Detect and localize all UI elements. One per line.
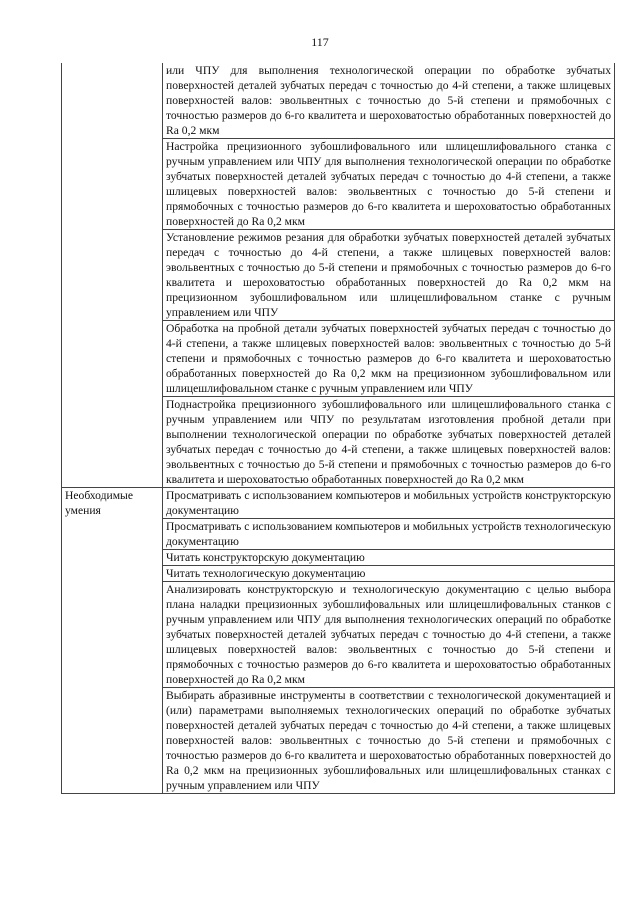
table-cell: Обработка на пробной детали зубчатых поверхностей зубчатых передач с точностью до 4-й степени, а также шлицевых поверхностей валов: эвольвентных с точностью до 5-й степени и прямобочных с точностью размеров до 6-го квалитета и шероховатостью обработанных поверхностей до Ra 0,2 мкм на прецизионном зубошлифовальном или шлицешлифовальном станке с ручным управлением или ЧПУ: [163, 321, 615, 397]
table-cell: Выбирать абразивные инструменты в соответствии с технологической документацией и (или) параметрами выполняемых технологических операций по обработке зубчатых поверхностей деталей зубчатых передач с точностью до 4-й степени, а также шлицевых поверхностей валов: эвольвентных с точностью до 5-й степени и прямобочных с точностью размеров до 6-го квалитета и шероховатостью обработанных поверхностей до Ra 0,2 мкм на прецизионных зубошлифовальных или шлицешлифовальных станках с ручным управлением или ЧПУ: [163, 688, 615, 794]
section-label-skills: Необходимые умения: [62, 488, 163, 794]
table-cell: Настройка прецизионного зубошлифовального или шлицешлифовального станка с ручным управлением или ЧПУ для выполнения технологической операции по обработке зубчатых поверхностей деталей зубчатых передач с точностью до 4-й степени, а также шлицевых поверхностей валов: эвольвентных с точностью до 5-й степени и прямобочных с точностью размеров до 6-го квалитета и шероховатостью обработанных поверхностей до Ra 0,2 мкм: [163, 139, 615, 230]
table-cell: Читать конструкторскую документацию: [163, 550, 615, 566]
table-cell: Установление режимов резания для обработки зубчатых поверхностей деталей зубчатых передач с точностью до 4-й степени, а также шлицевых поверхностей валов: эвольвентных с точностью до 5-й степени и прямобочных с точностью размеров до 6-го квалитета и шероховатостью обработанных поверхностей до Ra 0,2 мкм на прецизионном зубошлифовальном или шлицешлифовальном станке с ручным управлением или ЧПУ: [163, 230, 615, 321]
page-number: 117: [311, 35, 329, 49]
table-cell: Просматривать с использованием компьютеров и мобильных устройств технологическую документацию: [163, 519, 615, 550]
requirements-table: [61, 63, 615, 794]
section-label-continued: [62, 63, 163, 488]
table-cell: Анализировать конструкторскую и технологическую документацию с целью выбора плана наладки прецизионных зубошлифовальных или шлицешлифовальных станков с ручным управлением или ЧПУ для выполнения технологических операций по обработке зубчатых поверхностей деталей зубчатых передач с точностью до 4-й степени, а также шлицевых поверхностей валов: эвольвентных с точностью до 5-й степени и прямобочных с точностью размеров до 6-го квалитета и шероховатостью обработанных поверхностей до Ra 0,2 мкм: [163, 582, 615, 688]
table-cell: или ЧПУ для выполнения технологической операции по обработке зубчатых поверхностей деталей зубчатых передач с точностью до 4-й степени, а также шлицевых поверхностей валов: эвольвентных с точностью до 5-й степени и прямобочных с точностью размеров до 6-го квалитета и шероховатостью обработанных поверхностей до Ra 0,2 мкм: [163, 63, 615, 139]
table-cell: Просматривать с использованием компьютеров и мобильных устройств конструкторскую документацию: [163, 488, 615, 519]
table-row: [62, 63, 615, 139]
table-cell: Поднастройка прецизионного зубошлифовального или шлицешлифовального станка с ручным управлением или ЧПУ по результатам изготовления пробной детали при выполнении технологической операции по обработке зубчатых поверхностей деталей зубчатых передач с точностью до 4-й степени, а также шлицевых поверхностей валов: эвольвентных с точностью до 5-й степени и прямобочных с точностью размеров до 6-го квалитета и шероховатостью обработанных поверхностей до Ra 0,2 мкм: [163, 397, 615, 488]
table-row: [62, 488, 615, 519]
table-cell: Читать технологическую документацию: [163, 566, 615, 582]
